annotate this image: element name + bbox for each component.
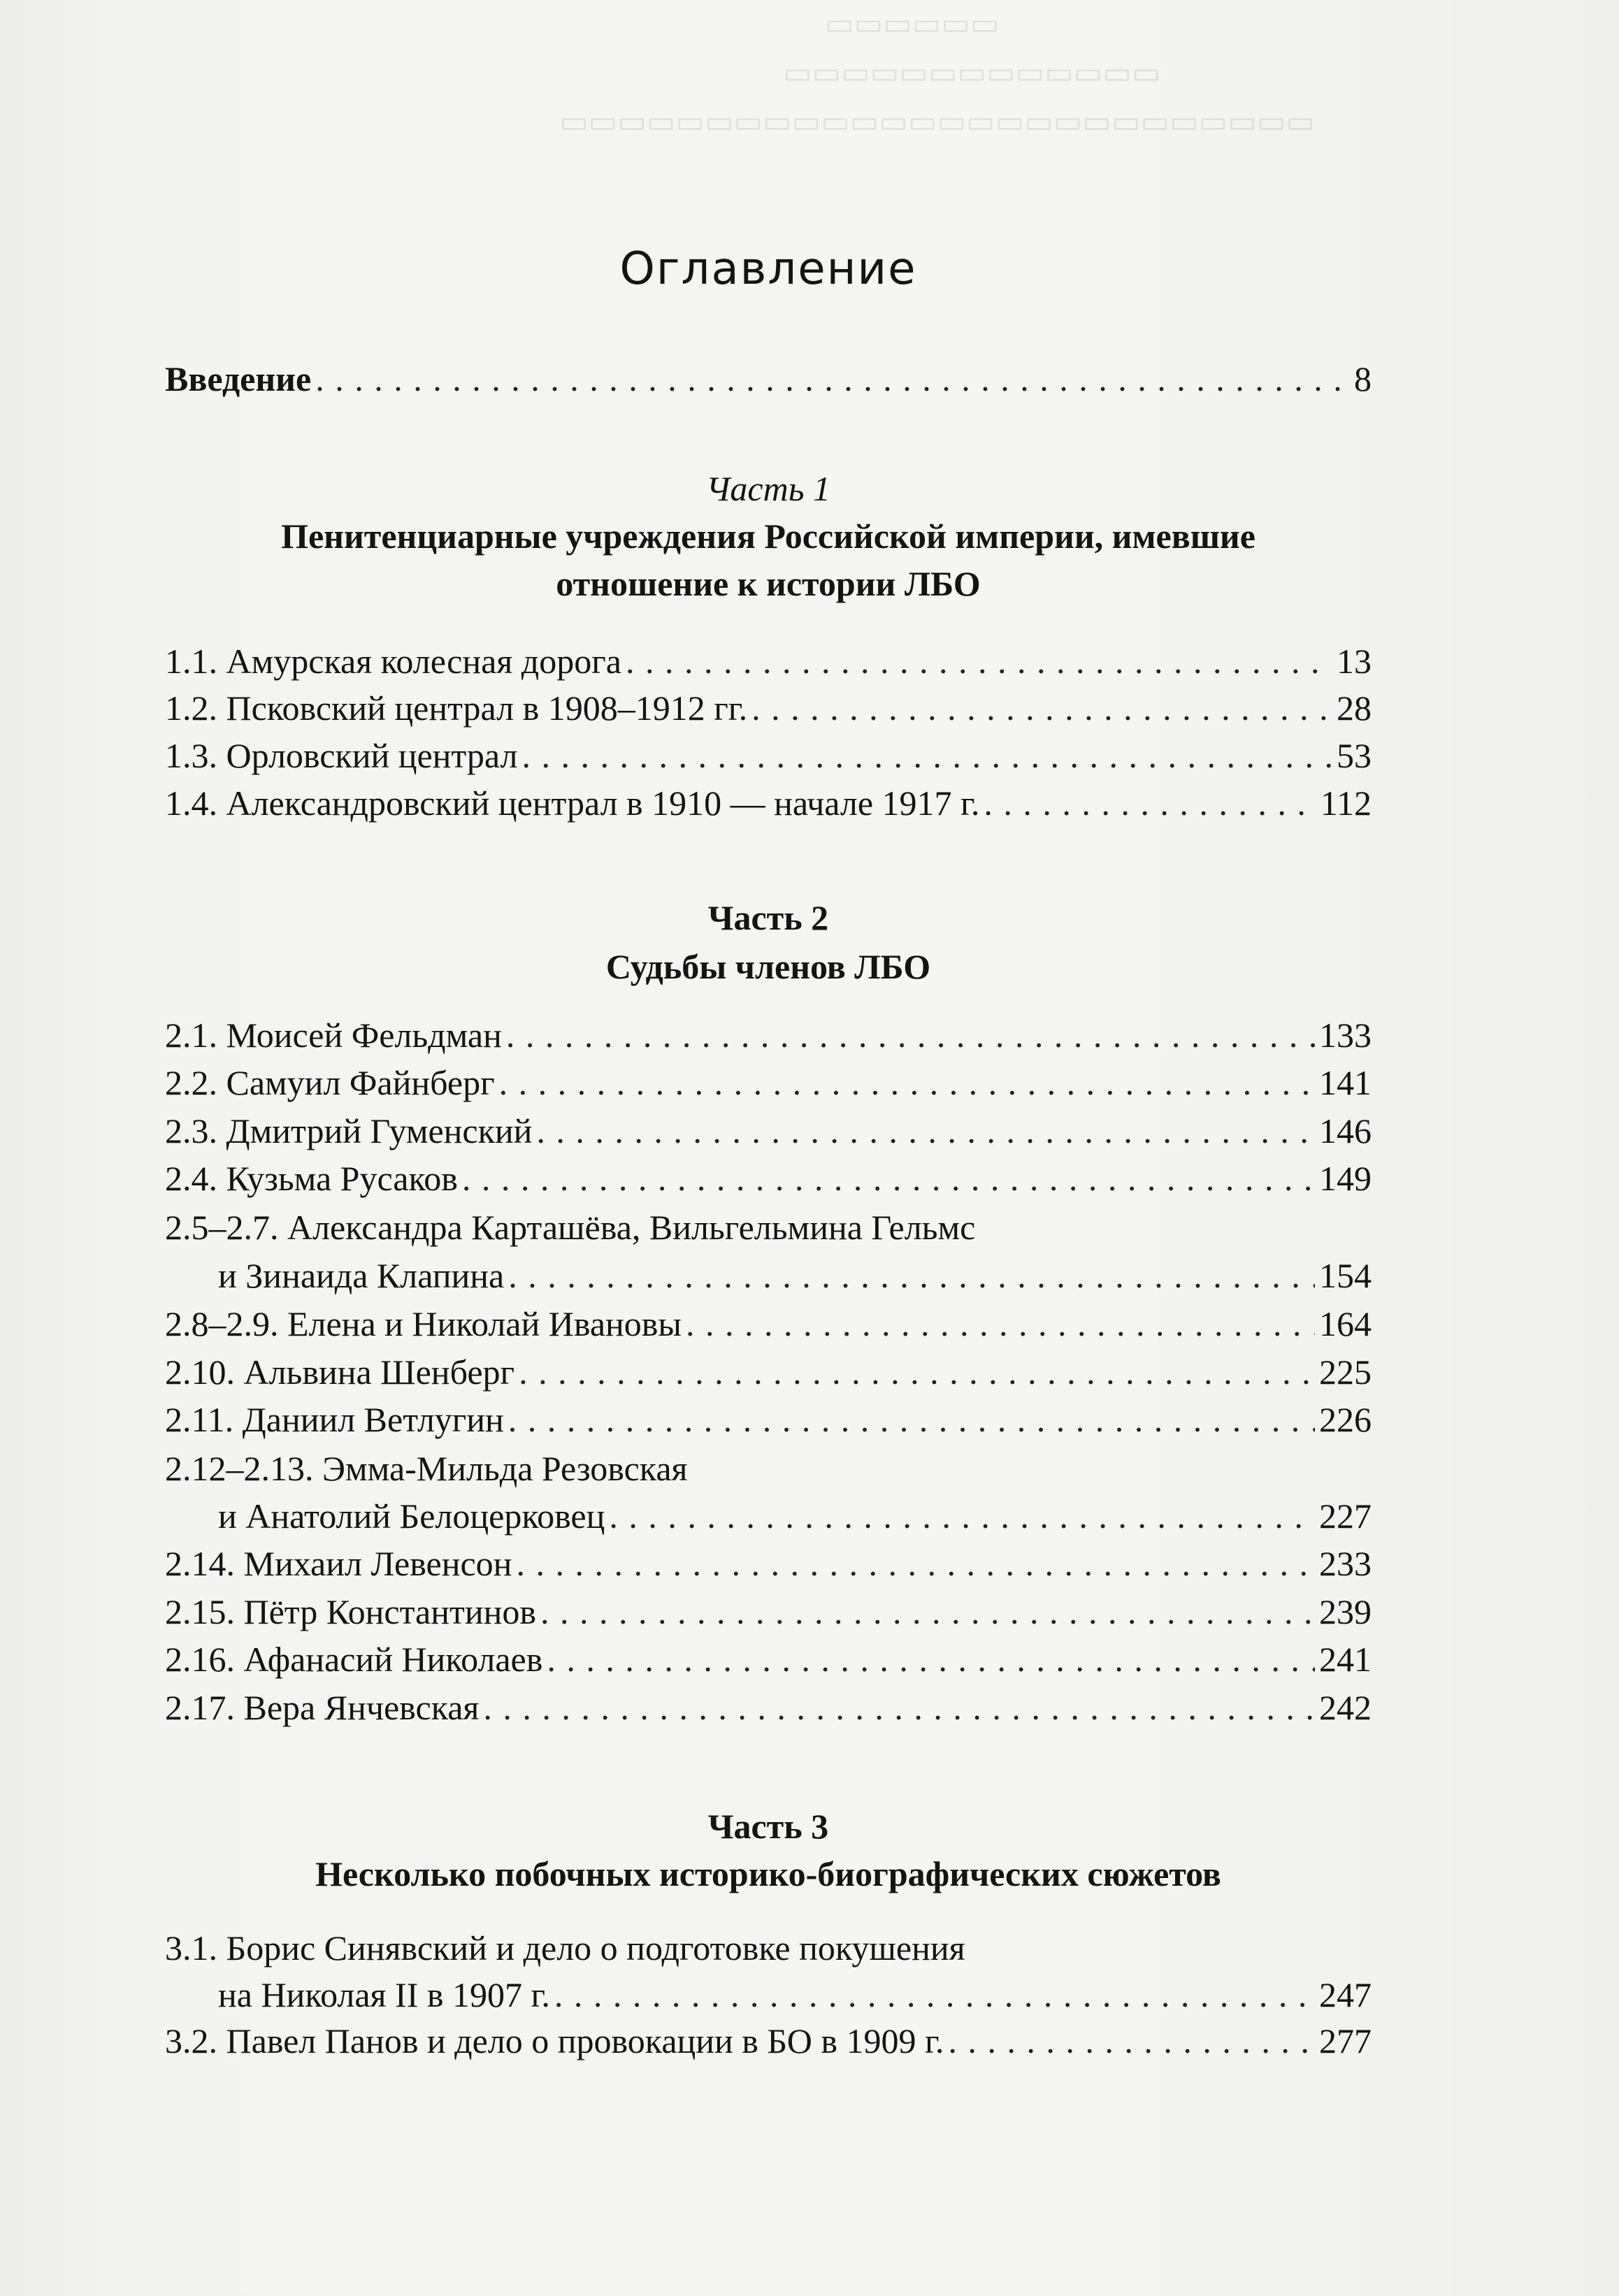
leader-dots — [751, 687, 1332, 729]
toc-entry-page: 247 — [1319, 1975, 1372, 2014]
toc-entry-label-line1: 3.1. Борис Синявский и дело о подготовке покушения — [165, 1928, 965, 1968]
toc-entry-page: 53 — [1337, 736, 1372, 775]
toc-entry-label: 2.2. Самуил Файнберг — [165, 1063, 495, 1102]
toc-entry-page: 141 — [1319, 1063, 1372, 1102]
toc-entry-page: 233 — [1319, 1544, 1372, 1583]
toc-entry — [218, 1495, 1372, 1537]
toc-entry-label: 2.17. Вера Янчевская — [165, 1688, 480, 1727]
toc-entry-label: 1.1. Амурская колесная дорога — [165, 642, 621, 681]
toc-entry — [165, 687, 1372, 729]
toc-entry-page: 225 — [1319, 1352, 1372, 1392]
toc-entry-label: 1.3. Орловский централ — [165, 736, 518, 775]
toc-entry-label: Введение — [165, 359, 312, 398]
toc-entry-page: 112 — [1320, 784, 1372, 823]
toc-entry-label: 2.4. Кузьма Русаков — [165, 1159, 458, 1198]
leader-dots — [462, 1157, 1315, 1199]
toc-entry-label-line1: 2.5–2.7. Александра Карташёва, Вильгельмина Гельмс — [165, 1208, 976, 1247]
toc-entry-label: 2.15. Пётр Константинов — [165, 1592, 536, 1631]
leader-dots — [521, 735, 1332, 777]
toc-entry-page: 226 — [1319, 1400, 1372, 1439]
toc-entry-page: 133 — [1319, 1016, 1372, 1055]
toc-entry — [165, 1638, 1372, 1680]
toc-entry-page: 8 — [1354, 359, 1372, 398]
toc-entry-label: 2.1. Моисей Фельдман — [165, 1016, 502, 1055]
leader-dots — [519, 1351, 1315, 1393]
leader-dots — [948, 2020, 1315, 2062]
toc-entry — [165, 1110, 1372, 1152]
toc-entry — [165, 2020, 1372, 2062]
toc-entry-label: на Николая II в 1907 г. — [218, 1975, 550, 2014]
leader-dots — [547, 1638, 1315, 1680]
leader-dots — [554, 1974, 1315, 2016]
toc-entry-label: и Анатолий Белоцерковец — [218, 1496, 605, 1536]
toc-entry-label: 2.14. Михаил Левенсон — [165, 1544, 512, 1583]
leader-dots — [540, 1591, 1315, 1633]
toc-entry-label: 1.2. Псковский централ в 1908–1912 гг. — [165, 688, 748, 728]
toc-entry — [165, 1687, 1372, 1728]
part-heading: Часть 2 — [707, 898, 829, 937]
toc-entry — [165, 1014, 1372, 1056]
part-title-line: Несколько побочных историко-биографических сюжетов — [315, 1854, 1221, 1893]
toc-entry — [165, 782, 1372, 824]
page-title: Оглавление — [619, 243, 917, 295]
leader-dots — [499, 1062, 1315, 1104]
toc-entry-page: 13 — [1337, 642, 1372, 681]
toc-entry-page: 242 — [1319, 1688, 1372, 1727]
leader-dots — [686, 1303, 1315, 1345]
toc-entry-page: 28 — [1337, 688, 1372, 728]
leader-dots — [536, 1110, 1315, 1152]
toc-entry-label: 2.3. Дмитрий Гуменский — [165, 1111, 533, 1150]
toc-entry-page: 164 — [1319, 1304, 1372, 1343]
leader-dots — [508, 1255, 1315, 1297]
toc-entry-label: 2.10. Альвина Шенберг — [165, 1352, 515, 1392]
toc-entry-label: 2.11. Даниил Ветлугин — [165, 1400, 504, 1439]
toc-entry-page: 241 — [1319, 1640, 1372, 1679]
leader-dots — [483, 1687, 1315, 1728]
toc-entry — [165, 1157, 1372, 1199]
toc-entry — [165, 1351, 1372, 1393]
part-title-line: Судьбы членов ЛБО — [605, 947, 931, 986]
toc-entry-label: 2.16. Афанасий Николаев — [165, 1640, 543, 1679]
leader-dots — [315, 358, 1350, 400]
toc-entry-label: 2.8–2.9. Елена и Николай Ивановы — [165, 1304, 682, 1343]
part-heading: Часть 3 — [707, 1807, 829, 1846]
toc-entry-page: 227 — [1319, 1496, 1372, 1536]
leader-dots — [506, 1014, 1315, 1056]
toc-entry-page: 154 — [1319, 1256, 1372, 1295]
toc-entry-label-line1: 2.12–2.13. Эмма-Мильда Резовская — [165, 1449, 688, 1488]
leader-dots — [626, 640, 1332, 682]
toc-entry — [165, 735, 1372, 777]
leader-dots — [516, 1543, 1315, 1584]
leader-dots — [508, 1399, 1315, 1441]
toc-entry — [165, 640, 1372, 682]
toc-entry-label: и Зинаида Клапина — [218, 1256, 505, 1295]
toc-entry-label: 1.4. Александровский централ в 1910 — начале 1917 г. — [165, 784, 980, 823]
toc-entry — [218, 1255, 1372, 1297]
toc-entry-page: 277 — [1319, 2021, 1372, 2060]
part-heading: Часть 1 — [705, 469, 830, 508]
part-title-line: Пенитенциарные учреждения Российской империи, имевшие — [281, 517, 1255, 556]
bleed-through-texture: ▭▭▭▭▭▭ ▭▭▭▭▭▭▭▭▭▭▭▭▭ ▭▭▭▭▭▭▭▭▭▭▭▭▭▭▭▭▭▭▭▭▭▭▭▭▭▭ — [559, 7, 1315, 139]
toc-entry-page: 239 — [1319, 1592, 1372, 1631]
leader-dots — [984, 782, 1316, 824]
toc-entry-page: 149 — [1319, 1159, 1372, 1198]
toc-entry-page: 146 — [1319, 1111, 1372, 1150]
toc-entry — [165, 1399, 1372, 1441]
toc-entry — [165, 1303, 1372, 1345]
toc-entry — [165, 1591, 1372, 1633]
toc-entry — [165, 1062, 1372, 1104]
toc-entry — [218, 1974, 1372, 2016]
toc-entry-intro — [165, 358, 1372, 400]
leader-dots — [609, 1495, 1315, 1537]
toc-entry — [165, 1543, 1372, 1584]
part-title-line: отношение к истории ЛБО — [556, 564, 981, 603]
toc-entry-label: 3.2. Павел Панов и дело о провокации в БО в 1909 г. — [165, 2021, 944, 2060]
